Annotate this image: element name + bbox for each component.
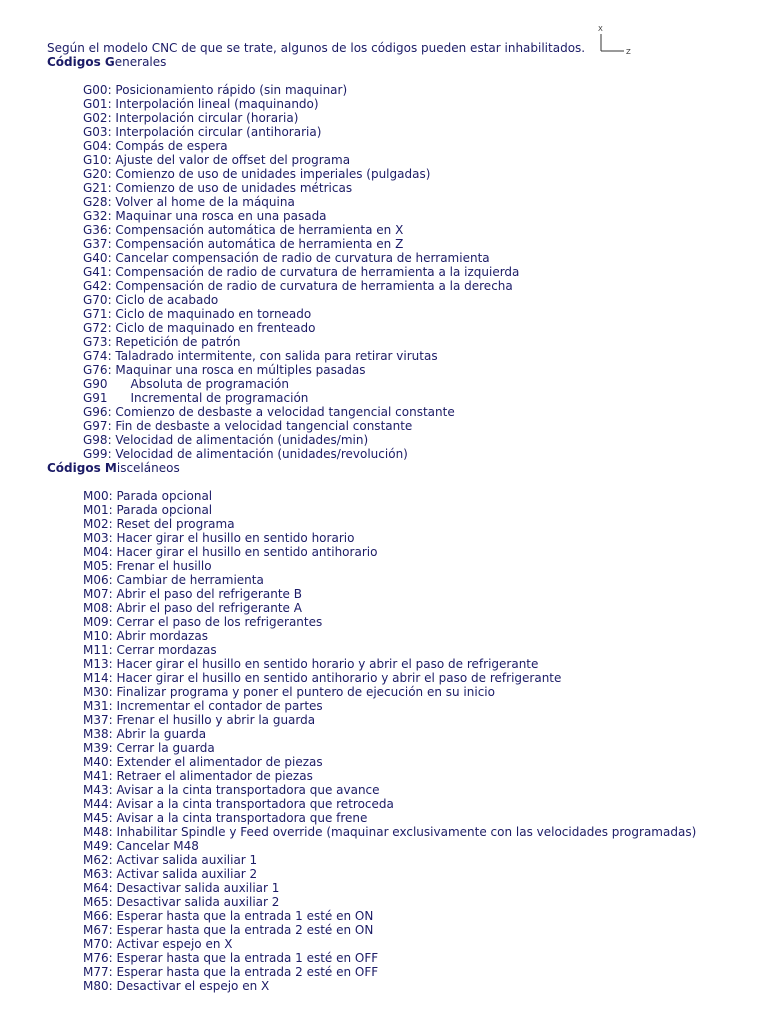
g-code-item: G71: Ciclo de maquinado en torneado: [83, 307, 312, 321]
g-code-item: G02: Interpolación circular (horaria): [83, 111, 299, 125]
general-heading-rest: enerales: [114, 55, 167, 69]
g-code-item: G28: Volver al home de la máquina: [83, 195, 295, 209]
m-code-item: M49: Cancelar M48: [83, 839, 199, 853]
compatibility-note: Según el modelo CNC de que se trate, algunos de los códigos pueden estar inhabilitados.: [47, 41, 586, 55]
m-code-item: M76: Esperar hasta que la entrada 1 esté en OFF: [83, 951, 379, 965]
g-code-item: G04: Compás de espera: [83, 139, 228, 153]
m-code-item: M05: Frenar el husillo: [83, 559, 212, 573]
g-code-item: G10: Ajuste del valor de offset del programa: [83, 153, 351, 167]
axis-x-label: X: [598, 25, 603, 33]
m-code-item: M00: Parada opcional: [83, 489, 213, 503]
g-code-item: G03: Interpolación circular (antihoraria): [83, 125, 322, 139]
m-code-item: M11: Cerrar mordazas: [83, 643, 217, 657]
m-code-item: M48: Inhabilitar Spindle y Feed override (maquinar exclusivamente con las velocidades programadas): [83, 825, 697, 839]
m-code-item: M13: Hacer girar el husillo en sentido horario y abrir el paso de refrigerante: [83, 657, 539, 671]
m-code-item: M08: Abrir el paso del refrigerante A: [83, 601, 302, 615]
g-code-item: G40: Cancelar compensación de radio de curvatura de herramienta: [83, 251, 490, 265]
m-code-item: M06: Cambiar de herramienta: [83, 573, 264, 587]
g-code-item: G72: Ciclo de maquinado en frenteado: [83, 321, 316, 335]
m-code-item: M80: Desactivar el espejo en X: [83, 979, 270, 993]
g-code-item: G91 Incremental de programación: [83, 391, 309, 405]
m-code-item: M09: Cerrar el paso de los refrigerantes: [83, 615, 323, 629]
m-code-item: M38: Abrir la guarda: [83, 727, 207, 741]
m-code-item: M70: Activar espejo en X: [83, 937, 233, 951]
g-code-item: G37: Compensación automática de herramienta en Z: [83, 237, 404, 251]
m-code-item: M37: Frenar el husillo y abrir la guarda: [83, 713, 316, 727]
m-code-item: M02: Reset del programa: [83, 517, 235, 531]
m-code-item: M31: Incrementar el contador de partes: [83, 699, 323, 713]
g-code-item: G21: Comienzo de uso de unidades métricas: [83, 181, 353, 195]
m-code-item: M64: Desactivar salida auxiliar 1: [83, 881, 280, 895]
g-code-item: G97: Fin de desbaste a velocidad tangencial constante: [83, 419, 413, 433]
general-heading-bold: Códigos G: [47, 55, 115, 69]
g-code-item: G00: Posicionamiento rápido (sin maquinar): [83, 83, 348, 97]
g-code-item: G98: Velocidad de alimentación (unidades/min): [83, 433, 369, 447]
g-code-item: G42: Compensación de radio de curvatura de herramienta a la derecha: [83, 279, 513, 293]
m-code-item: M07: Abrir el paso del refrigerante B: [83, 587, 302, 601]
m-code-item: M40: Extender el alimentador de piezas: [83, 755, 323, 769]
m-code-item: M62: Activar salida auxiliar 1: [83, 853, 258, 867]
m-code-item: M01: Parada opcional: [83, 503, 213, 517]
m-code-item: M44: Avisar a la cinta transportadora que retroceda: [83, 797, 394, 811]
m-code-item: M43: Avisar a la cinta transportadora que avance: [83, 783, 380, 797]
g-code-item: G74: Taladrado intermitente, con salida para retirar virutas: [83, 349, 438, 363]
g-code-item: G96: Comienzo de desbaste a velocidad tangencial constante: [83, 405, 455, 419]
m-code-item: M14: Hacer girar el husillo en sentido antihorario y abrir el paso de refrigerante: [83, 671, 562, 685]
g-code-item: G41: Compensación de radio de curvatura de herramienta a la izquierda: [83, 265, 520, 279]
m-code-item: M39: Cerrar la guarda: [83, 741, 215, 755]
g-code-item: G70: Ciclo de acabado: [83, 293, 219, 307]
m-code-item: M63: Activar salida auxiliar 2: [83, 867, 258, 881]
m-code-item: M04: Hacer girar el husillo en sentido antihorario: [83, 545, 378, 559]
misc-heading-rest: isceláneos: [116, 461, 180, 475]
m-code-item: M65: Desactivar salida auxiliar 2: [83, 895, 280, 909]
m-code-item: M03: Hacer girar el husillo en sentido horario: [83, 531, 355, 545]
misc-codes-list: [47, 489, 747, 993]
g-code-item: G76: Maquinar una rosca en múltiples pasadas: [83, 363, 366, 377]
general-codes-list: [47, 83, 747, 461]
g-code-item: G01: Interpolación lineal (maquinando): [83, 97, 319, 111]
m-code-item: M67: Esperar hasta que la entrada 2 esté en ON: [83, 923, 374, 937]
m-code-item: M66: Esperar hasta que la entrada 1 esté en ON: [83, 909, 374, 923]
m-code-item: M77: Esperar hasta que la entrada 2 esté en OFF: [83, 965, 379, 979]
g-code-item: G36: Compensación automática de herramienta en X: [83, 223, 404, 237]
axis-z-label: Z: [626, 48, 631, 56]
misc-codes-heading: [47, 461, 747, 475]
misc-heading-bold: Códigos M: [47, 461, 117, 475]
m-code-item: M30: Finalizar programa y poner el puntero de ejecución en su inicio: [83, 685, 495, 699]
m-code-item: M45: Avisar a la cinta transportadora que frene: [83, 811, 368, 825]
g-code-item: G99: Velocidad de alimentación (unidades/revolución): [83, 447, 408, 461]
m-code-item: M41: Retraer el alimentador de piezas: [83, 769, 313, 783]
general-codes-heading: [47, 55, 747, 69]
g-code-item: G20: Comienzo de uso de unidades imperiales (pulgadas): [83, 167, 431, 181]
g-code-item: G32: Maquinar una rosca en una pasada: [83, 209, 327, 223]
g-code-item: G90 Absoluta de programación: [83, 377, 289, 391]
g-code-item: G73: Repetición de patrón: [83, 335, 241, 349]
document-body: [47, 41, 747, 993]
m-code-item: M10: Abrir mordazas: [83, 629, 208, 643]
